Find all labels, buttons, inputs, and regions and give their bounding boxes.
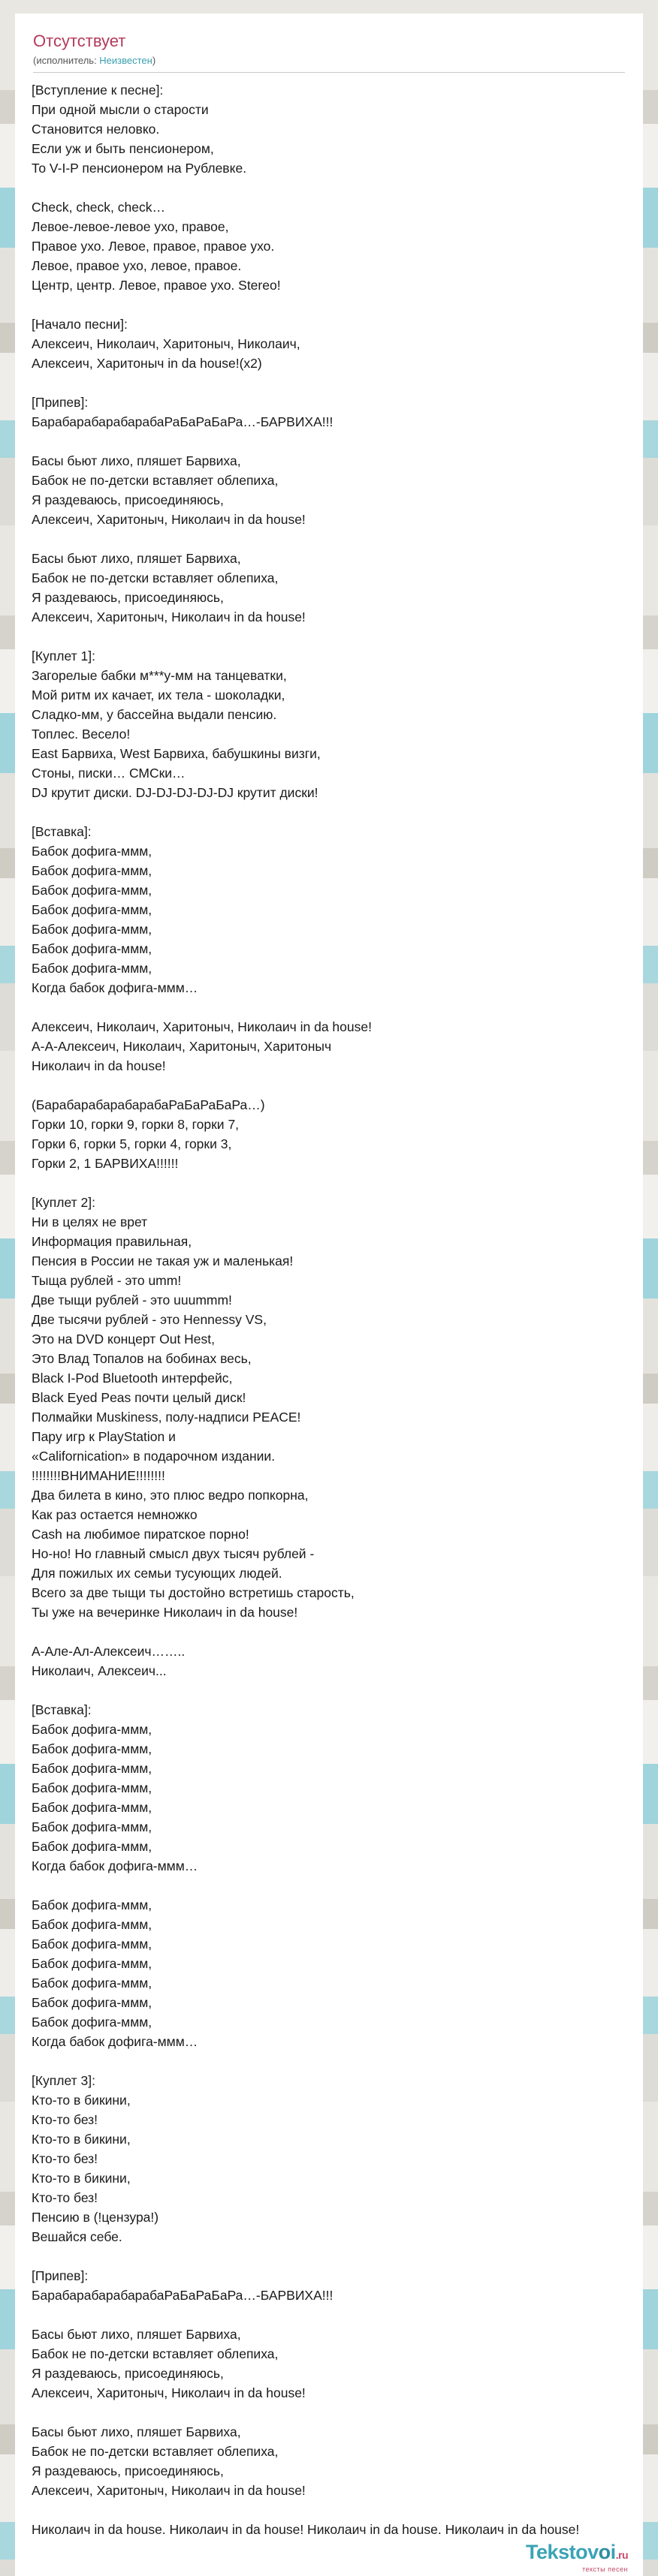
lyrics-stanza — [32, 2422, 625, 2500]
lyric-line: Информация правильная, — [32, 1234, 192, 1249]
lyric-line: Когда бабок дофига-ммм… — [32, 2034, 198, 2049]
lyric-line: Пару игр к PlayStation и — [32, 1429, 176, 1444]
lyric-line: Я раздеваюсь, присоединяюсь, — [32, 590, 224, 605]
lyric-line: Кто-то без! — [32, 2190, 98, 2205]
lyric-line: Правое ухо. Левое, правое, правое ухо. — [32, 239, 275, 254]
logo-tld: .ru — [615, 2549, 628, 2561]
lyric-line: Николаич in da house! — [32, 1058, 166, 1073]
lyric-line: БарабарабарабарабаРаБаРаБаРа…-БАРВИХА!!! — [32, 2288, 334, 2303]
lyrics-stanza — [32, 314, 625, 373]
lyric-line: Алексеич, Николаич, Харитоныч, Николаич in da house! — [32, 1019, 372, 1034]
lyric-line: Бабок дофига-ммм, — [32, 1800, 152, 1815]
lyric-line: Бабок дофига-ммм, — [32, 941, 152, 956]
lyrics-stanza — [32, 1095, 625, 1173]
lyrics-stanza — [32, 1193, 625, 1622]
lyric-line: Я раздеваюсь, присоединяюсь, — [32, 492, 224, 507]
lyrics-stanza — [32, 2071, 625, 2246]
lyric-line: Стоны, писки… СМСки… — [32, 766, 186, 781]
lyric-line: Как раз остается немножко — [32, 1507, 198, 1522]
lyric-line: East Барвиха, West Барвиха, бабушкины визги, — [32, 746, 321, 761]
lyric-line: [Вставка]: — [32, 1702, 92, 1717]
lyric-line: Бабок дофига-ммм, — [32, 863, 152, 878]
lyric-line: [Куплет 1]: — [32, 649, 95, 664]
lyric-line: Бабок дофига-ммм, — [32, 902, 152, 917]
lyrics-stanza — [32, 2325, 625, 2403]
lyric-line: Когда бабок дофига-ммм… — [32, 1858, 198, 1873]
logo-wordmark — [526, 2541, 628, 2565]
lyric-line: Бабок дофига-ммм, — [32, 2015, 152, 2030]
lyric-line: Кто-то в бикини, — [32, 2171, 131, 2186]
lyric-line: Кто-то в бикини, — [32, 2093, 131, 2108]
lyric-line: Когда бабок дофига-ммм… — [32, 980, 198, 995]
lyric-line: Бабок не по-детски вставляет облепиха, — [32, 570, 279, 585]
lyric-line: Бабок дофига-ммм, — [32, 961, 152, 976]
lyrics-stanza — [32, 393, 625, 432]
artist-link[interactable]: Неизвестен — [99, 55, 152, 66]
lyric-line: Две тысячи рублей - это Hennessy VS, — [32, 1312, 267, 1327]
lyric-line: Николаич in da house. Николаич in da house! Николаич in da house. Николаич in da house! — [32, 2522, 580, 2537]
lyric-line: Бабок не по-детски вставляет облепиха, — [32, 473, 279, 488]
lyric-line: Алексеич, Харитоныч, Николаич in da house! — [32, 609, 306, 624]
lyrics-stanza — [32, 549, 625, 627]
lyric-line: Бабок дофига-ммм, — [32, 844, 152, 859]
lyric-line: Black I-Pod Bluetooth интерфейс, — [32, 1371, 233, 1386]
lyrics-page — [15, 14, 643, 2576]
lyric-line: Бабок дофига-ммм, — [32, 1897, 152, 1912]
lyric-line: Горки 6, горки 5, горки 4, горки 3, — [32, 1136, 232, 1151]
lyric-line: Кто-то без! — [32, 2151, 98, 2166]
song-title: Отсутствует — [33, 32, 126, 50]
lyric-line: Полмайки Muskiness, полу-надписи PEACE! — [32, 1410, 301, 1425]
lyrics-stanza — [32, 1017, 625, 1076]
lyric-line: БарабарабарабарабаРаБаРаБаРа…-БАРВИХА!!! — [32, 414, 334, 429]
lyric-line: Алексеич, Харитоныч, Николаич in da house! — [32, 2385, 306, 2400]
lyric-line: [Припев]: — [32, 395, 89, 410]
lyric-line: Басы бьют лихо, пляшет Барвиха, — [32, 2424, 241, 2439]
lyric-line: А-Але-Ал-Алексеич…….. — [32, 1644, 186, 1659]
lyrics-stanza — [32, 451, 625, 529]
lyric-line: Две тыщи рублей - это uuummm! — [32, 1293, 232, 1308]
lyric-line: Бабок не по-детски вставляет облепиха, — [32, 2444, 279, 2459]
lyric-line: Загорелые бабки м***у-мм на танцеватки, — [32, 668, 287, 683]
lyric-line: Алексеич, Харитоныч in da house!(x2) — [32, 356, 262, 371]
logo-part-b: i — [610, 2541, 616, 2563]
lyric-line: Бабок дофига-ммм, — [32, 1917, 152, 1932]
lyric-line: Басы бьют лихо, пляшет Барвиха, — [32, 453, 241, 468]
lyric-line: !!!!!!!!ВНИМАНИЕ!!!!!!!! — [32, 1468, 165, 1483]
lyric-line: Бабок дофига-ммм, — [32, 1976, 152, 1991]
lyrics-stanza — [32, 197, 625, 295]
lyrics-stanza — [32, 80, 625, 178]
lyric-line: Бабок дофига-ммм, — [32, 1761, 152, 1776]
lyric-line: DJ крутит диски. DJ-DJ-DJ-DJ-DJ крутит диски! — [32, 785, 318, 800]
lyric-line: Бабок дофига-ммм, — [32, 1780, 152, 1795]
lyric-line: Бабок не по-детски вставляет облепиха, — [32, 2346, 279, 2361]
lyric-line: Алексеич, Николаич, Харитоныч, Николаич, — [32, 336, 300, 351]
lyric-line: «Californication» в подарочном издании. — [32, 1449, 276, 1464]
lyric-line: Бабок дофига-ммм, — [32, 1956, 152, 1971]
lyric-line: Левое, правое ухо, левое, правое. — [32, 258, 242, 273]
lyrics-stanza — [32, 1700, 625, 1876]
lyric-line: Алексеич, Харитоныч, Николаич in da house! — [32, 512, 306, 527]
lyrics-stanza — [32, 822, 625, 998]
lyric-line: То V-I-P пенсионером на Рублевке. — [32, 161, 247, 176]
lyric-line: [Куплет 2]: — [32, 1195, 95, 1210]
lyric-line: Это Влад Топалов на бобинах весь, — [32, 1351, 252, 1366]
lyrics-stanza — [32, 2266, 625, 2305]
lyric-line: Топлес. Весело! — [32, 727, 131, 742]
lyric-line: Николаич, Алексеич... — [32, 1663, 167, 1678]
lyric-line: Басы бьют лихо, пляшет Барвиха, — [32, 2327, 241, 2342]
lyric-line: Алексеич, Харитоныч, Николаич in da house! — [32, 2483, 306, 2498]
lyric-line: [Вставка]: — [32, 824, 92, 839]
lyric-line: Но-но! Но главный смысл двух тысяч рублей - — [32, 1546, 315, 1561]
lyric-line: Бабок дофига-ммм, — [32, 922, 152, 937]
lyric-line: Это на DVD концерт Out Hest, — [32, 1332, 216, 1347]
lyrics-stanza — [32, 1895, 625, 2051]
lyric-line: Бабок дофига-ммм, — [32, 1937, 152, 1952]
lyric-line: А-А-Алексеич, Николаич, Харитоныч, Харитоныч — [32, 1039, 332, 1054]
lyric-line: Сладко-мм, у бассейна выдали пенсию. — [32, 707, 277, 722]
lyric-line: Мой ритм их качает, их тела - шоколадки, — [32, 688, 285, 703]
lyric-line: Бабок дофига-ммм, — [32, 1819, 152, 1834]
song-header — [15, 14, 643, 68]
lyric-line: Центр, центр. Левое, правое ухо. Stereo! — [32, 278, 281, 293]
lyric-line: Горки 2, 1 БАРВИХА!!!!!! — [32, 1156, 179, 1171]
lyric-line: Левое-левое-левое ухо, правое, — [32, 219, 229, 234]
lyric-line: Басы бьют лихо, пляшет Барвиха, — [32, 551, 241, 566]
lyric-line: Всего за две тыщи ты достойно встретишь старость, — [32, 1585, 355, 1600]
lyric-line: Два билета в кино, это плюс ведро попкорна, — [32, 1488, 309, 1503]
lyric-line: Тыща рублей - это umm! — [32, 1273, 182, 1288]
lyric-line: Пенсию в (!цензура!) — [32, 2210, 159, 2225]
lyric-line: Я раздеваюсь, присоединяюсь, — [32, 2463, 224, 2478]
lyric-line: Cash на любимое пиратское порно! — [32, 1527, 249, 1542]
artist-prefix: (исполнитель: — [33, 55, 100, 66]
lyric-line: Пенсия в России не такая уж и маленькая! — [32, 1253, 294, 1268]
lyric-line: (БарабарабарабарабаРаБаРаБаРа…) — [32, 1097, 265, 1112]
lyric-line: Black Eyed Peas почти целый диск! — [32, 1390, 246, 1405]
lyric-line: [Вступление к песне]: — [32, 83, 164, 98]
lyric-line: [Припев]: — [32, 2268, 89, 2283]
lyric-line: Становится неловко. — [32, 122, 160, 137]
logo-part-a: Tekstov — [526, 2541, 599, 2563]
lyrics-stanza — [32, 2520, 625, 2539]
lyric-line: Кто-то без! — [32, 2112, 98, 2127]
artist-suffix: ) — [152, 55, 156, 66]
lyric-line: Бабок дофига-ммм, — [32, 1839, 152, 1854]
lyric-line: Ты уже на вечеринке Николаич in da house! — [32, 1605, 298, 1620]
lyric-line: Бабок дофига-ммм, — [32, 1741, 152, 1756]
lyric-line: Check, check, check… — [32, 200, 165, 215]
lyrics-body — [15, 73, 643, 2539]
site-logo[interactable] — [526, 2541, 628, 2573]
lyric-line: Для пожилых их семьи тусующих людей. — [32, 1566, 282, 1581]
logo-part-o: o — [598, 2541, 611, 2563]
lyric-line: При одной мысли о старости — [32, 102, 209, 117]
lyric-line: Горки 10, горки 9, горки 8, горки 7, — [32, 1117, 240, 1132]
logo-tagline: тексты песен — [581, 2565, 628, 2573]
artist-line — [33, 54, 625, 68]
lyric-line: [Начало песни]: — [32, 317, 128, 332]
lyric-line: Бабок дофига-ммм, — [32, 883, 152, 898]
lyric-line: Бабок дофига-ммм, — [32, 1995, 152, 2010]
lyric-line: Ни в целях не врет — [32, 1214, 148, 1229]
lyrics-stanza — [32, 1642, 625, 1681]
lyric-line: Бабок дофига-ммм, — [32, 1722, 152, 1737]
lyric-line: Вешайся себе. — [32, 2229, 122, 2244]
lyrics-stanza — [32, 646, 625, 802]
lyric-line: [Куплет 3]: — [32, 2073, 95, 2088]
lyric-line: Кто-то в бикини, — [32, 2132, 131, 2147]
lyric-line: Если уж и быть пенсионером, — [32, 141, 214, 156]
lyric-line: Я раздеваюсь, присоединяюсь, — [32, 2366, 224, 2381]
